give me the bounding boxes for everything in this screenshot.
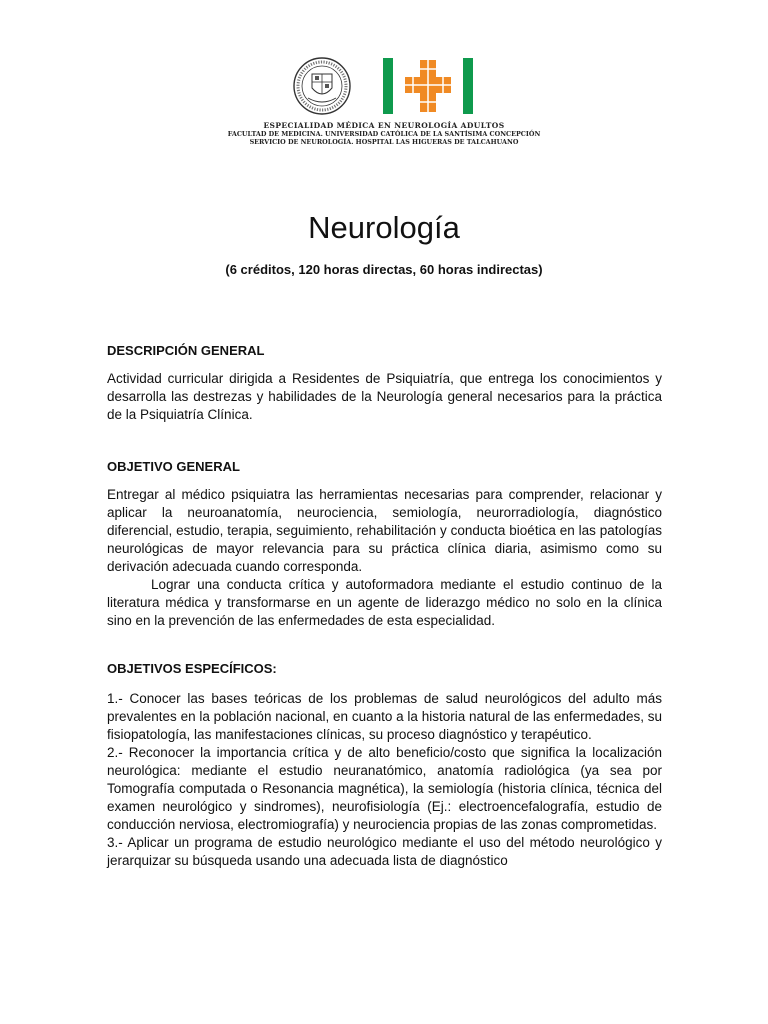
university-seal-icon (290, 56, 354, 116)
objetivos-especificos-list (107, 690, 662, 870)
service-name: SERVICIO DE NEUROLOGÍA. HOSPITAL LAS HIGUERAS DE TALCAHUANO (249, 138, 519, 146)
objetivo-item-2: 2.- Reconocer la importancia crítica y de alto beneficio/costo que significa la localización neurológica: mediante el estudio neuranatómico, anatomía radiológica (ya sea por Tomografía computada o Resonancia magnética), la semiología (historia clínica, técnica del examen neurológico y sindromes), neurofisiología (Ej.: electroencefalografía, estudio de conducción nerviosa, electromiografía) y neurociencia propias de las zonas comprometidas. (107, 745, 662, 832)
objetivo-general-text (107, 486, 662, 630)
document-subtitle: (6 créditos, 120 horas directas, 60 horas indirectas) (225, 262, 543, 277)
objetivo-item-1: 1.- Conocer las bases teóricas de los problemas de salud neurológicos del adulto más prevalentes en la población nacional, en cuanto a la historia natural de las enfermedades, su fisiopatología, las manifestaciones clínicas, su proceso diagnóstico y terapéutico. (107, 691, 662, 742)
specialty-name: ESPECIALIDAD MÉDICA EN NEUROLOGÍA ADULTOS (263, 121, 505, 130)
descripcion-text (107, 370, 662, 424)
faculty-name: FACULTAD DE MEDICINA. UNIVERSIDAD CATÓLICA DE LA SANTÍSIMA CONCEPCIÓN (227, 130, 541, 138)
document-title: Neurología (308, 210, 460, 245)
descripcion-paragraph: Actividad curricular dirigida a Residentes de Psiquiatría, que entrega los conocimientos y desarrolla las destrezas y habilidades de la Neurología general necesarios para la práctica de la Psiquiatría Clínica. (107, 371, 662, 422)
objetivo-item-3: 3.- Aplicar un programa de estudio neurológico mediante el uso del método neurológico y jerarquizar su búsqueda usando una adecuada lista de diagnóstico (107, 835, 662, 868)
objetivo-general-paragraph-2: Lograr una conducta crítica y autoformadora mediante el estudio continuo de la literatura médica y transformarse en un agente de liderazgo médico no solo en la clínica sino en la prevención de las enfermedades de esta especialidad. (107, 577, 662, 628)
descripcion-heading: DESCRIPCIÓN GENERAL (107, 343, 265, 358)
header-logos (0, 54, 768, 118)
hospital-cross-logo-icon (383, 58, 473, 114)
objetivo-general-paragraph-1: Entregar al médico psiquiatra las herramientas necesarias para comprender, relacionar y aplicar la neuroanatomía, neurociencia, semiología, neurorradiología, diagnóstico diferencial, estudio, terapia, seguimiento, rehabilitación y conducta bioética en las patologías neurológicas de mayor relevancia para su práctica clínica diaria, asimismo como su derivación adecuada cuando corresponda. (107, 487, 662, 574)
objetivo-general-heading: OBJETIVO GENERAL (107, 459, 240, 474)
objetivos-especificos-heading: OBJETIVOS ESPECÍFICOS: (107, 661, 277, 676)
